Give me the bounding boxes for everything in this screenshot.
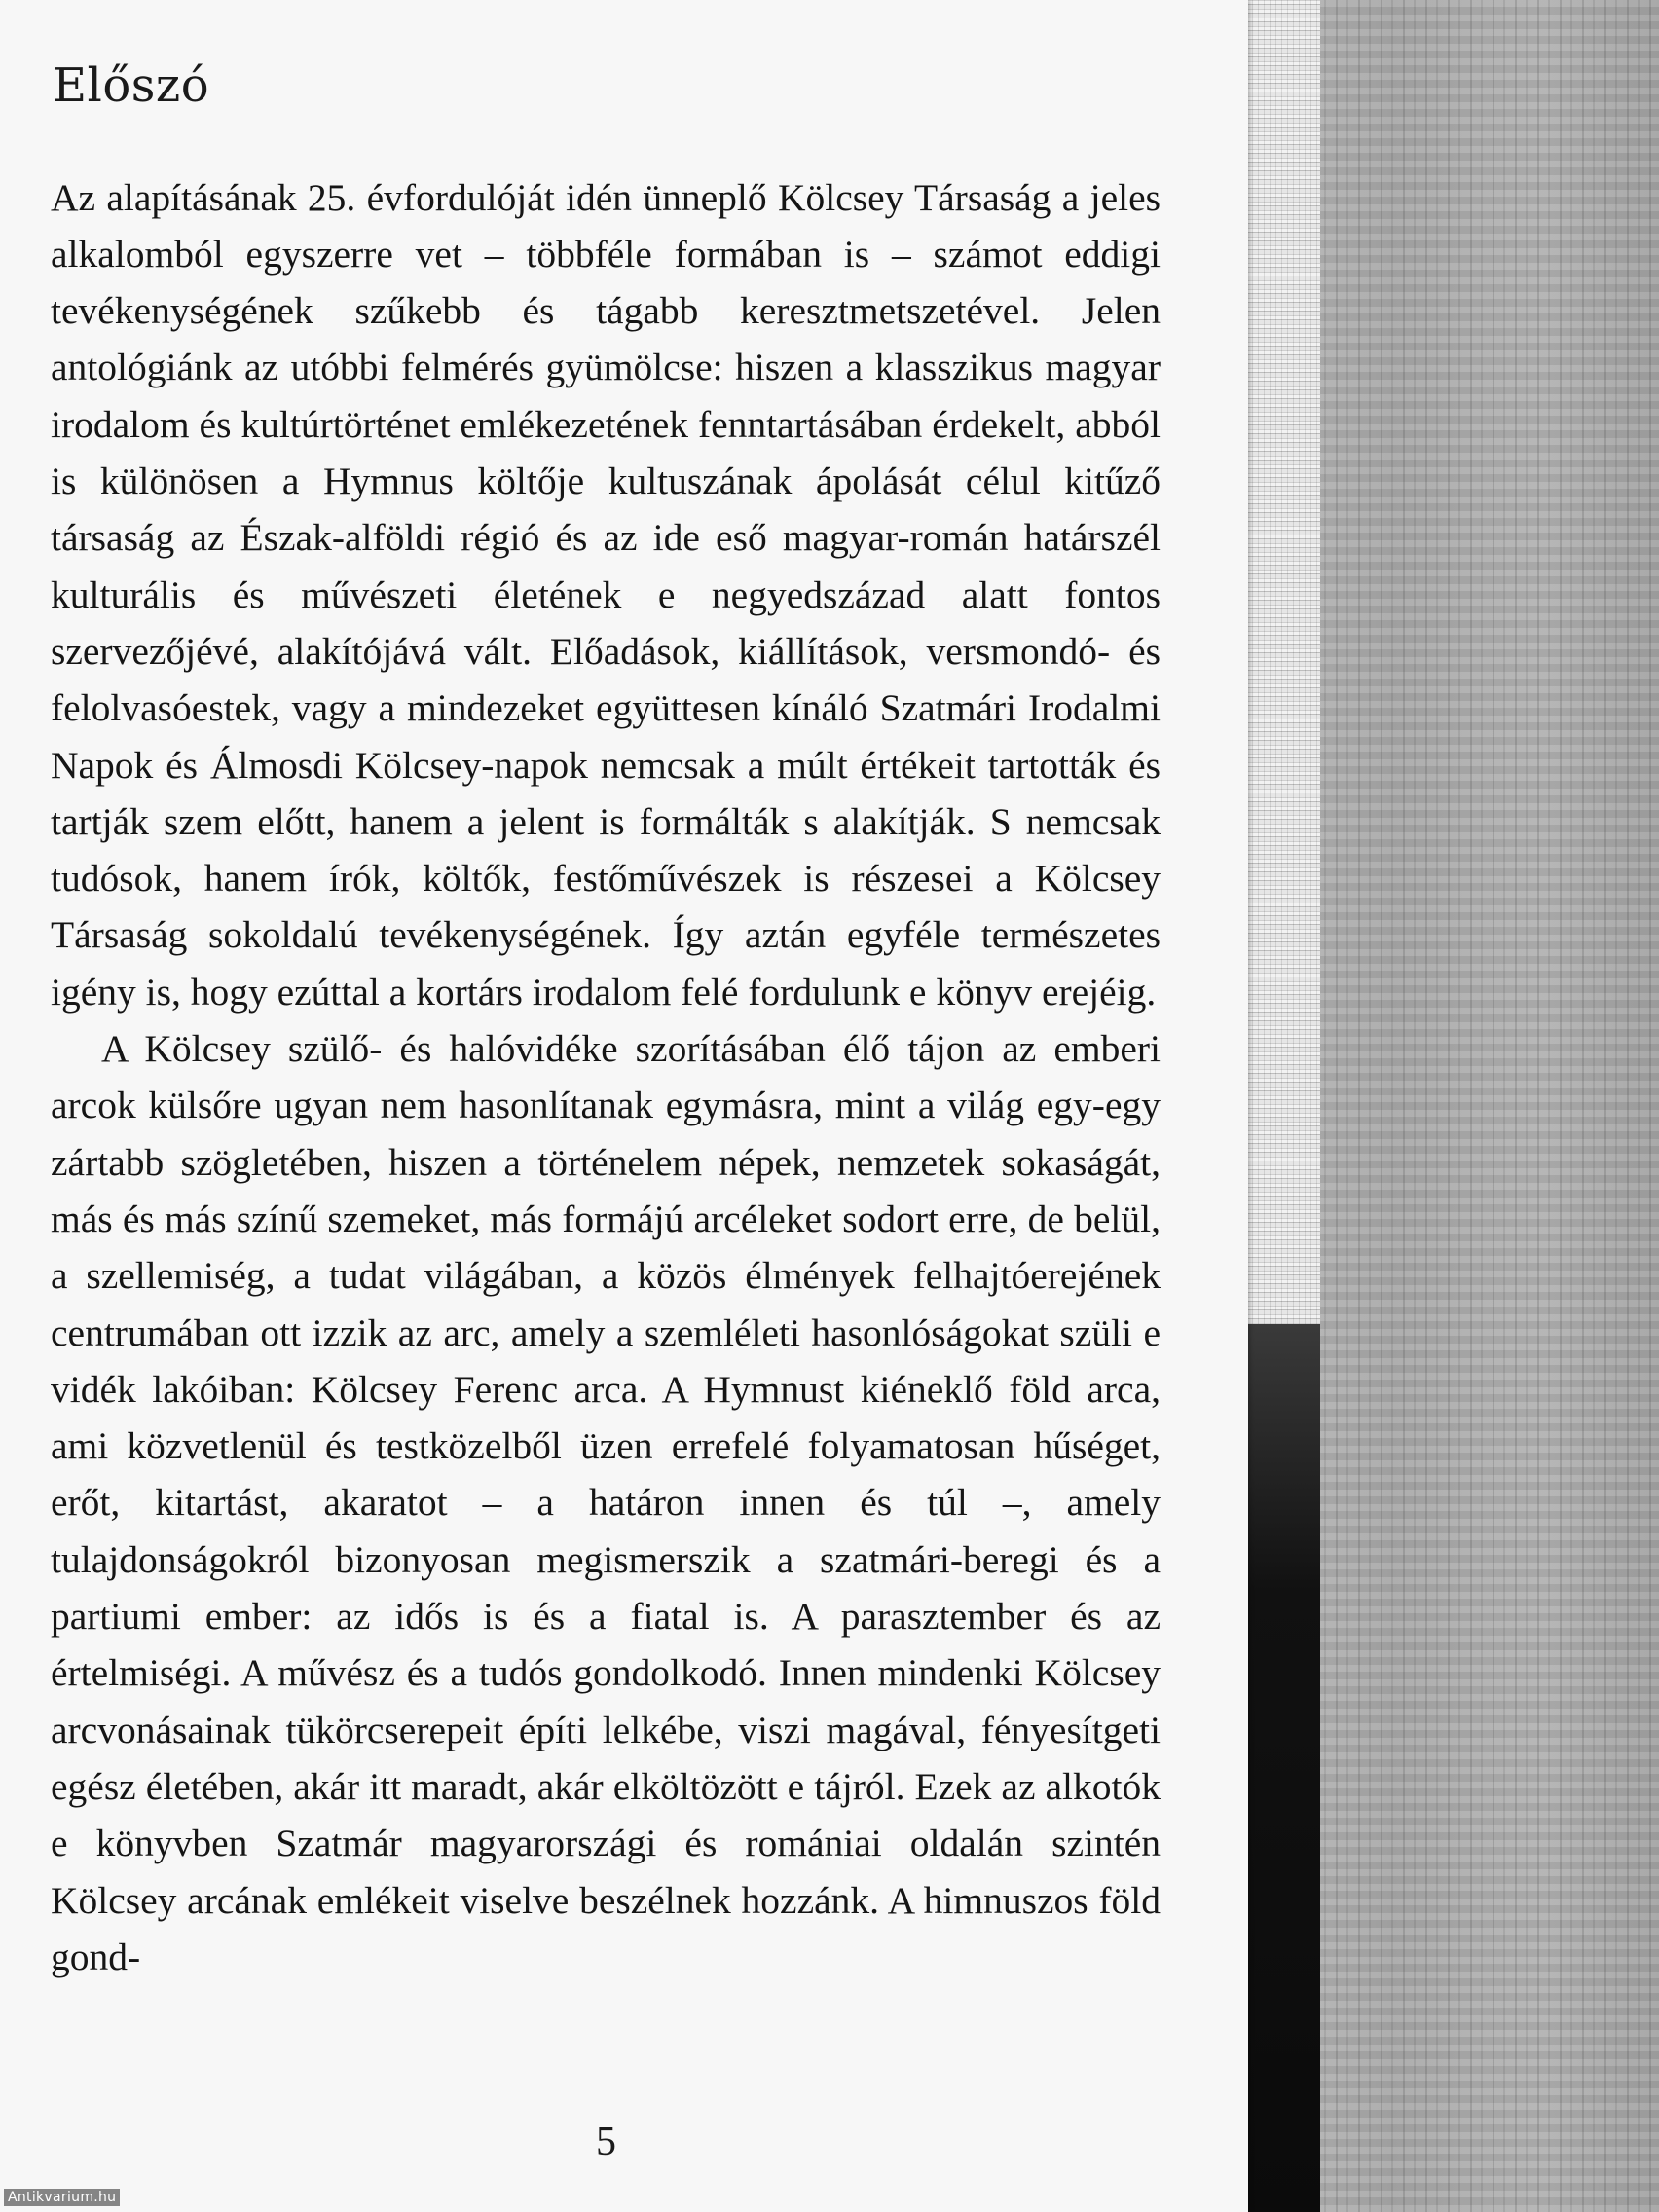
paragraph-2: A Kölcsey szülő- és halóvidéke szorításában élő tájon az emberi arcok külsőre ugyan nem hasonlítanak egymásra, mint a világ egy-egy zártabb szögletében, hiszen a történelem népek, nemzetek sokaságát, más és más színű szemeket, más formájú arcéleket sodort erre, de belül, a szellemiség, a tudat világában, a közös élmények felhajtóerejének centrumában ott izzik az arc, amely a szemléleti hasonlóságokat szüli e vidék lakóiban: Kölcsey Ferenc arca. A Hymnust kiéneklő föld arca, ami közvetlenül és testközelből üzen errefelé folyamatosan hűséget, erőt, kitartást, akaratot – a határon innen és túl –, amely tulajdonságokról bizonyosan megismerszik a szatmári-beregi és a partiumi ember: az idős is és a fiatal is. A parasztember és az értelmiségi. A művész és a tudós gondolkodó. Innen mindenki Kölcsey arcvonásainak tükörcserepeit építi lelkébe, viszi magával, fényesítgeti egész életében, akár itt maradt, akár elköltözött e tájról. Ezek az alkotók e könyvben Szatmár magyarországi és romániai oldalán szintén Kölcsey arcának emlékeit viselve beszélnek hozzánk. A himnuszos föld gond- [51,1027,1161,1978]
book-page-edges [1246,0,1320,2212]
page-number: 5 [596,2120,616,2164]
page-content [51,58,1161,1985]
page-title: Előszó [53,58,210,113]
watermark: Antikvarium.hu [4,2189,120,2206]
paragraph-1: Az alapításának 25. évfordulóját idén ünneplő Kölcsey Társaság a jeles alkalomból egyszerre vet – többféle formában is – számot eddigi tevékenységének szűkebb és tágabb keresztmetszetével. Jelen antológiánk az utóbbi felmérés gyümölcse: hiszen a klasszikus magyar irodalom és kultúrtörténet emlékezetének fenntartásában érdekelt, abból is különösen a Hymnus költője kultuszának ápolását célul kitűző társaság az Észak-alföldi régió és az ide eső magyar-román határszél kulturális és művészeti életének e negyedszázad alatt fontos szervezőjévé, alakítójává vált. Előadások, kiállítások, versmondó- és felolvasóestek, vagy a mindezeket együttesen kínáló Szatmári Irodalmi Napok és Álmosdi Kölcsey-napok nemcsak a múlt értékeit tartották és tartják szem előtt, hanem a jelent is formálták s alakítják. S nemcsak tudósok, hanem írók, költők, festőművészek is részesei a Kölcsey Társaság sokoldalú tevékenységének. Így aztán egyféle természetes igény is, hogy ezúttal a kortárs irodalom felé fordulunk e könyv erejéig. [51,175,1161,1014]
